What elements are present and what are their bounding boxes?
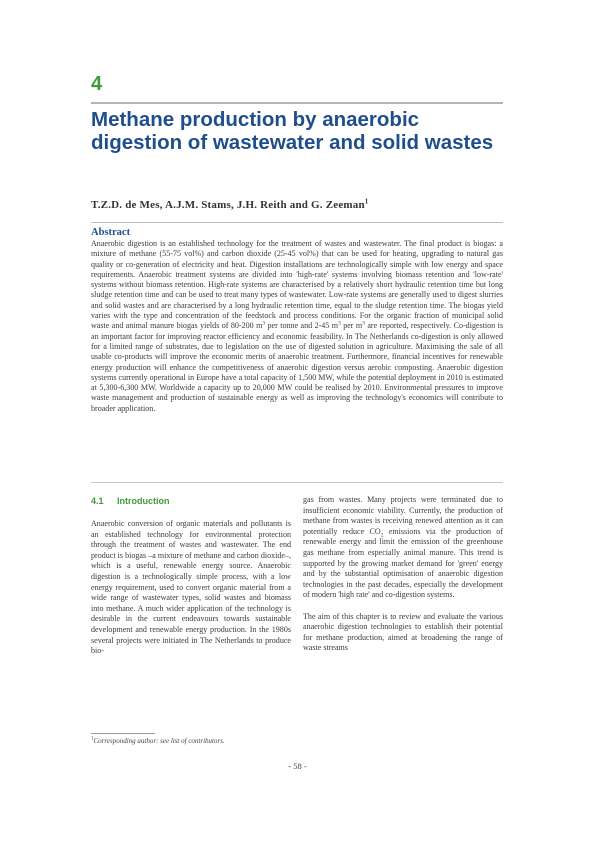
chapter-number: 4: [91, 73, 103, 95]
author-rule: [91, 222, 503, 223]
chapter-title: Methane production by anaerobic digestion of wastewater and solid wastes: [91, 108, 494, 154]
abstract-text: Anaerobic digestion is an established technology for the treatment of wastes and wastewater. The final product is biogas: a mixture of methane (55-75 vol%) and carbon dioxide (25-45 vol%) that can be used for heating, upgrading to natural gas quality or co-generation of electricity and heat. Digestion installations are technologically simple with low energy and space requirements. Anaerobic treatment systems are divided into 'high-rate' systems involving biomass retention and 'low-rate' systems without biomass retention. High-rate systems are characterised by a relatively short hydraulic retention time but long sludge retention time and can be used to treat many types of wastewater. Low-rate systems are generally used to digest slurries and solid wastes and are characterised by a long hydraulic retention time, equal to the sludge retention time. The biogas yield varies with the type and concentration of the feedstock and process conditions. For the organic fraction of municipal solid waste and animal manure biogas yields of 80-200 $m^3$ per tonne and 2-45 $m^3$ per $m^3$ are reported, respectively. Co-digestion is an important factor for improving reactor efficiency and economic feasibility. In The Netherlands co-digestion is only allowed for a limited range of substrates, due to legislation on the use of digested solution in agriculture. Maximising the sale of all usable co-products will improve the economic merits of anaerobic treatment. Furthermore, financial incentives for renewable energy production will enhance the competitiveness of anaerobic digestion versus aerobic composting. Anaerobic digestion systems currently operational in Europe have a total capacity of 1,500 MW, while the potential deployment in 2010 is estimated at 5,300-6,300 MW. Worldwide a capacity up to 20,000 MW could be realised by 2010. Environmental pressures to improve waste management and production of sustainable energy as well as improving the technology's economics will contribute to broader application.: [91, 239, 503, 413]
section-title: Introduction: [117, 496, 170, 506]
section-heading: [91, 496, 291, 507]
page-number: - 58 -: [288, 761, 307, 771]
abstract-heading: Abstract: [91, 227, 131, 238]
body-paragraph: Anaerobic conversion of organic materials and pollutants is an established technology for environmental protection through the treatment of wastes and wastewater. The end product is biogas –a mixture of methane and carbon dioxide–, which is a useful, renewable energy source. Anaerobic digestion is a technologically simple process, with a low energy requirement, used to convert organic material from a wide range of wastewater types, solid wastes and biomass into methane. A much wider application of the technology is desirable in the current endeavours towards sustainable development and renewable energy production. In the 1980s several projects were initiated in The Netherlands to produce bio-: [91, 519, 291, 656]
body-column-left: [91, 519, 291, 657]
chapter-rule: [91, 102, 503, 104]
footnote-rule: [91, 733, 155, 734]
footnote: [91, 737, 291, 746]
body-paragraph: gas from wastes. Many projects were terminated due to insufficient economic viability. Currently, the production of methane from wastes is receiving renewed attention as it can potentially reduce $CO_2$ emissions via the production of renewable energy and limit the emission of the greenhouse gas methane from especially animal manure. This trend is supported by the growing market demand for 'green' energy and by the substantial optimisation of anaerobic digestion technologies in the past decades, especially the development of modern 'high rate' and co-digestion systems.: [303, 495, 504, 600]
author-footnote-mark: 1: [364, 197, 369, 206]
footnote-mark: 1: [91, 736, 94, 742]
section-number: 4.1: [91, 496, 104, 506]
body-paragraph: The aim of this chapter is to review and evaluate the various anaerobic digestion technologies to establish their potential for methane production, aimed at broadening the range of waste streams: [303, 611, 503, 653]
abstract-rule: [91, 482, 503, 483]
body-column-right: [303, 495, 503, 654]
author-names: T.Z.D. de Mes, A.J.M. Stams, J.H. Reith and G. Zeeman: [91, 199, 365, 211]
author-list: [91, 198, 503, 212]
footnote-text: Corresponding author: see list of contributors.: [93, 737, 225, 745]
